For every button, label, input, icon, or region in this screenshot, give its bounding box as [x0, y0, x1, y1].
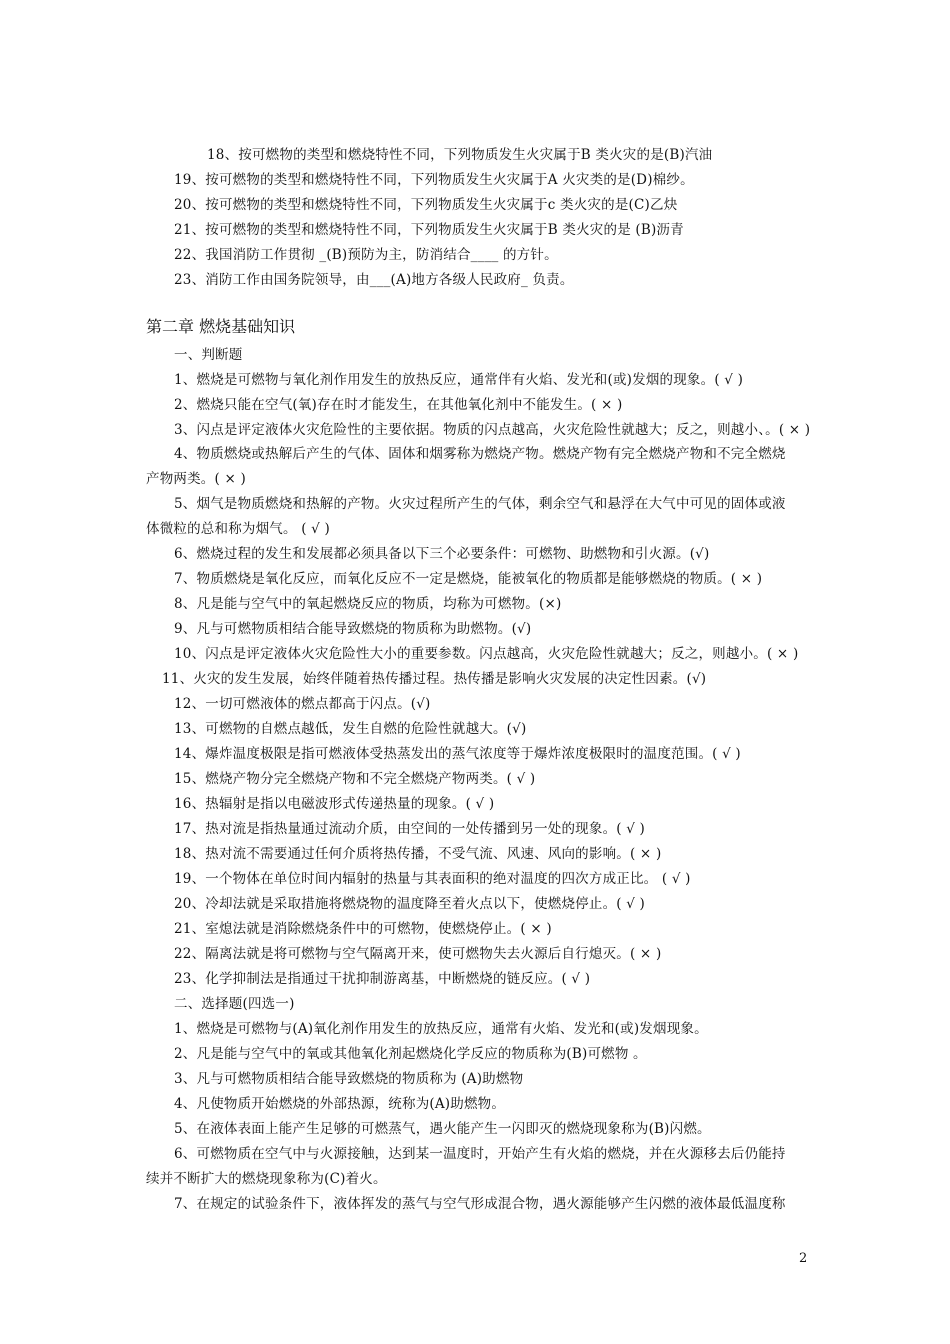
choice-item-continued: 续并不断扩大的燃烧现象称为(C)着火。: [146, 1171, 387, 1187]
page-number: 2: [799, 1251, 808, 1266]
choice-item: 7、在规定的试验条件下，液体挥发的蒸气与空气形成混合物，遇火源能够产生闪燃的液体最低温度称: [174, 1196, 786, 1212]
top-item-22: 22、我国消防工作贯彻 _(B)预防为主，防消结合____ 的方针。: [174, 247, 558, 263]
judgment-item: 20、冷却法就是采取措施将燃烧物的温度降至着火点以下，使燃烧停止。( √ ): [174, 896, 645, 912]
judgment-item: 10、闪点是评定液体火灾危险性大小的重要参数。闪点越高，火灾危险性就越大；反之，则越小。( × ): [174, 646, 799, 662]
judgment-item: 4、物质燃烧或热解后产生的气体、固体和烟雾称为燃烧产物。燃烧产物有完全燃烧产物和不完全燃烧: [174, 446, 786, 462]
judgment-item: 22、隔离法就是将可燃物与空气隔离开来，使可燃物失去火源后自行熄灭。( × ): [174, 946, 662, 962]
section-judgment-heading: 一、判断题: [174, 347, 243, 363]
judgment-item: 18、热对流不需要通过任何介质将热传播，不受气流、风速、风向的影响。( × ): [174, 846, 662, 862]
judgment-item: 19、一个物体在单位时间内辐射的热量与其表面积的绝对温度的四次方成正比。 ( √ ): [174, 871, 691, 887]
choice-item: 3、凡与可燃物质相结合能导致燃烧的物质称为 (A)助燃物: [174, 1071, 524, 1087]
judgment-item-continued: 产物两类。( × ): [146, 471, 246, 487]
chapter-title: 第二章 燃烧基础知识: [146, 317, 296, 336]
choice-item: 4、凡使物质开始燃烧的外部热源，统称为(A)助燃物。: [174, 1096, 506, 1112]
judgment-item: 17、热对流是指热量通过流动介质，由空间的一处传播到另一处的现象。( √ ): [174, 821, 645, 837]
top-item-23: 23、消防工作由国务院领导，由___(A)地方各级人民政府_ 负责。: [174, 272, 574, 288]
top-item-18: 18、按可燃物的类型和燃烧特性不同，下列物质发生火灾属于B 类火灾的是(B)汽油: [207, 147, 713, 163]
judgment-item: 16、热辐射是指以电磁波形式传递热量的现象。( √ ): [174, 796, 495, 812]
section-choice-heading: 二、选择题(四选一): [174, 996, 295, 1012]
judgment-item: 9、凡与可燃物质相结合能导致燃烧的物质称为助燃物。(√): [174, 621, 532, 637]
judgment-item: 8、凡是能与空气中的氧起燃烧反应的物质，均称为可燃物。(×): [174, 596, 562, 612]
judgment-item: 11、火灾的发生发展，始终伴随着热传播过程。热传播是影响火灾发展的决定性因素。(√): [162, 671, 707, 687]
choice-item: 5、在液体表面上能产生足够的可燃蒸气，遇火能产生一闪即灭的燃烧现象称为(B)闪燃。: [174, 1121, 711, 1137]
judgment-item: 3、闪点是评定液体火灾危险性的主要依据。物质的闪点越高，火灾危险性就越大；反之，则越小、。( × ): [174, 422, 811, 438]
judgment-item: 1、燃烧是可燃物与氧化剂作用发生的放热反应，通常伴有火焰、发光和(或)发烟的现象。( √ ): [174, 372, 744, 388]
judgment-item: 13、可燃物的自燃点越低，发生自燃的危险性就越大。(√): [174, 721, 527, 737]
judgment-item-continued: 体微粒的总和称为烟气。 ( √ ): [146, 521, 330, 537]
judgment-item: 23、化学抑制法是指通过干扰抑制游离基，中断燃烧的链反应。( √ ): [174, 971, 591, 987]
choice-item: 6、可燃物质在空气中与火源接触，达到某一温度时，开始产生有火焰的燃烧，并在火源移去后仍能持: [174, 1146, 786, 1162]
choice-item: 1、燃烧是可燃物与(A)氧化剂作用发生的放热反应，通常有火焰、发光和(或)发烟现象。: [174, 1021, 708, 1037]
judgment-item: 7、物质燃烧是氧化反应，而氧化反应不一定是燃烧，能被氧化的物质都是能够燃烧的物质。( × ): [174, 571, 763, 587]
top-item-20: 20、按可燃物的类型和燃烧特性不同，下列物质发生火灾属于c 类火灾的是(C)乙炔: [174, 197, 678, 213]
top-item-19: 19、按可燃物的类型和燃烧特性不同，下列物质发生火灾属于A 火灾类的是(D)棉纱。: [174, 172, 694, 188]
judgment-item: 12、一切可燃液体的燃点都高于闪点。(√): [174, 696, 431, 712]
judgment-item: 21、室熄法就是消除燃烧条件中的可燃物，使燃烧停止。( × ): [174, 921, 552, 937]
judgment-item: 5、烟气是物质燃烧和热解的产物。火灾过程所产生的气体，剩余空气和悬浮在大气中可见的固体或液: [174, 496, 786, 512]
choice-item: 2、凡是能与空气中的氧或其他氧化剂起燃烧化学反应的物质称为(B)可燃物 。: [174, 1046, 647, 1062]
judgment-item: 14、爆炸温度极限是指可燃液体受热蒸发出的蒸气浓度等于爆炸浓度极限时的温度范围。( √ ): [174, 746, 741, 762]
judgment-item: 15、燃烧产物分完全燃烧产物和不完全燃烧产物两类。( √ ): [174, 771, 536, 787]
judgment-item: 6、燃烧过程的发生和发展都必须具备以下三个必要条件：可燃物、助燃物和引火源。(√): [174, 546, 710, 562]
top-item-21: 21、按可燃物的类型和燃烧特性不同，下列物质发生火灾属于B 类火灾的是 (B)沥青: [174, 222, 684, 238]
judgment-item: 2、燃烧只能在空气(氧)存在时才能发生，在其他氧化剂中不能发生。( × ): [174, 397, 623, 413]
